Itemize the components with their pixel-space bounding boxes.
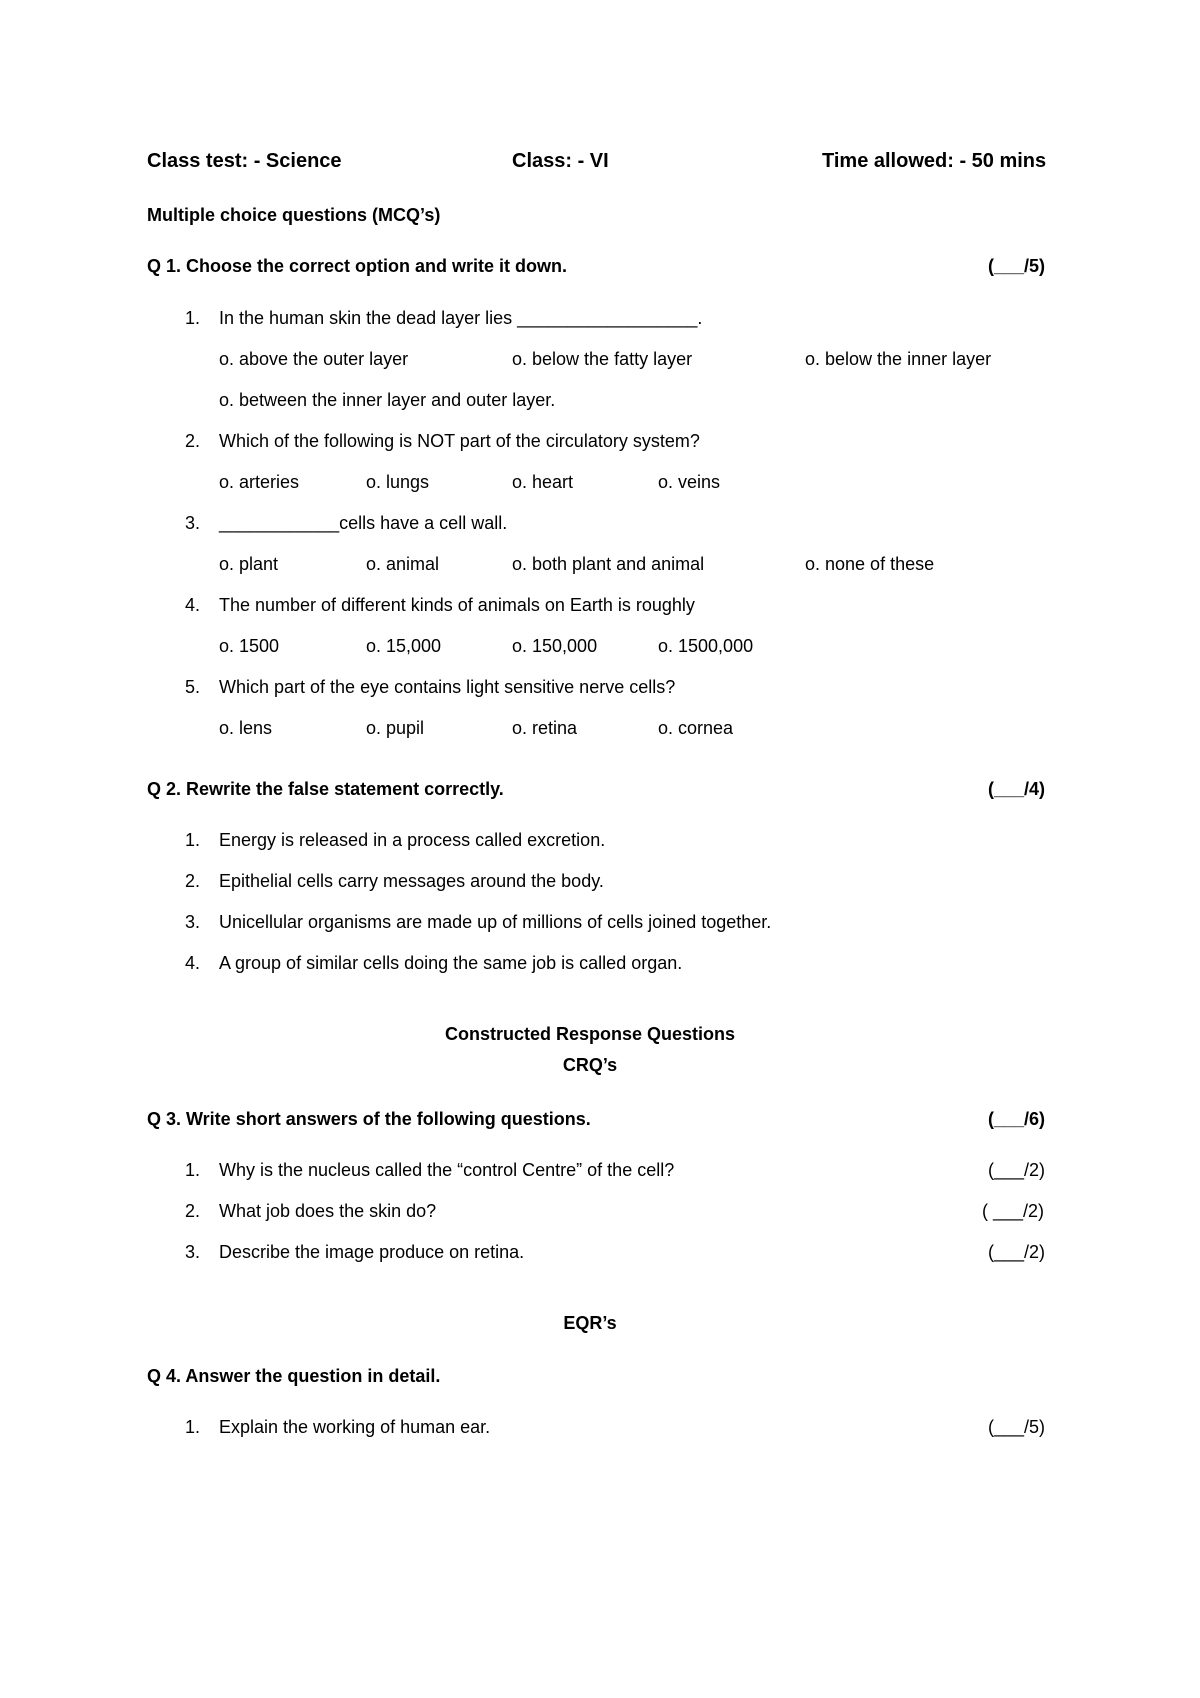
q3-item-text: What job does the skin do? (219, 1201, 437, 1221)
q1-item-number: 5. (184, 677, 200, 697)
q4-item-number: 1. (184, 1417, 200, 1437)
q1-option: o. below the fatty layer (512, 349, 693, 369)
q3-item-number: 2. (184, 1201, 200, 1221)
q3-item-marks: ( ___/2) (982, 1201, 1045, 1221)
q1-item-text: ____________cells have a cell wall. (219, 513, 508, 533)
q1-marks: (___/5) (988, 256, 1046, 276)
q2-item-number: 1. (184, 830, 200, 850)
q2-item-number: 4. (184, 953, 200, 973)
q1-option: o. below the inner layer (805, 349, 992, 369)
q1-option: o. none of these (805, 554, 935, 574)
q2-item-text: A group of similar cells doing the same job is called organ. (219, 953, 683, 973)
q3-item-text: Describe the image produce on retina. (219, 1242, 525, 1262)
q1-option: o. arteries (219, 472, 300, 492)
q2-title: Q 2. Rewrite the false statement correctly. (147, 779, 504, 799)
class-label: Class: - VI (512, 150, 609, 172)
q1-item-text: In the human skin the dead layer lies __________________. (219, 308, 703, 328)
q1-item-number: 1. (184, 308, 200, 328)
q1-option: o. 150,000 (512, 636, 598, 656)
q1-option: o. between the inner layer and outer layer. (219, 390, 556, 410)
crq-heading: Constructed Response Questions (444, 1024, 736, 1044)
q1-item-number: 4. (184, 595, 200, 615)
q1-item-number: 3. (184, 513, 200, 533)
q1-item-text: Which part of the eye contains light sensitive nerve cells? (219, 677, 676, 697)
q1-option: o. plant (219, 554, 279, 574)
q1-option: o. retina (512, 718, 578, 738)
mcq-heading: Multiple choice questions (MCQ’s) (147, 205, 441, 225)
q1-option: o. 15,000 (366, 636, 442, 656)
q4-item-text: Explain the working of human ear. (219, 1417, 491, 1437)
q2-item-number: 2. (184, 871, 200, 891)
q1-option: o. cornea (658, 718, 734, 738)
q1-option: o. heart (512, 472, 574, 492)
crq-subheading: CRQ’s (562, 1055, 618, 1075)
q1-option: o. 1500,000 (658, 636, 754, 656)
q1-option: o. both plant and animal (512, 554, 705, 574)
q2-item-text: Unicellular organisms are made up of millions of cells joined together. (219, 912, 772, 932)
q1-title: Q 1. Choose the correct option and write it down. (147, 256, 568, 276)
q4-title: Q 4. Answer the question in detail. (147, 1366, 441, 1386)
eqr-heading: EQR’s (563, 1313, 617, 1333)
q2-marks: (___/4) (988, 779, 1046, 799)
q1-item-text: The number of different kinds of animals on Earth is roughly (219, 595, 695, 615)
q1-option: o. above the outer layer (219, 349, 409, 369)
q3-marks: (___/6) (988, 1109, 1046, 1129)
q3-item-marks: (___/2) (988, 1160, 1046, 1180)
q3-item-number: 1. (184, 1160, 200, 1180)
q2-item-text: Epithelial cells carry messages around the body. (219, 871, 604, 891)
q4-item-marks: (___/5) (988, 1417, 1046, 1437)
q1-option: o. animal (366, 554, 440, 574)
q3-title: Q 3. Write short answers of the following questions. (147, 1109, 591, 1129)
q1-option: o. lungs (366, 472, 430, 492)
time-allowed: Time allowed: - 50 mins (822, 150, 1047, 172)
q2-item-text: Energy is released in a process called excretion. (219, 830, 606, 850)
q1-item-number: 2. (184, 431, 200, 451)
q1-option: o. veins (658, 472, 721, 492)
q3-item-text: Why is the nucleus called the “control Centre” of the cell? (219, 1160, 675, 1180)
q1-option: o. 1500 (219, 636, 280, 656)
q1-option: o. lens (219, 718, 273, 738)
q1-item-text: Which of the following is NOT part of the circulatory system? (219, 431, 700, 451)
q3-item-marks: (___/2) (988, 1242, 1046, 1262)
test-title: Class test: - Science (147, 150, 342, 172)
q3-item-number: 3. (184, 1242, 200, 1262)
q1-option: o. pupil (366, 718, 425, 738)
q2-item-number: 3. (184, 912, 200, 932)
